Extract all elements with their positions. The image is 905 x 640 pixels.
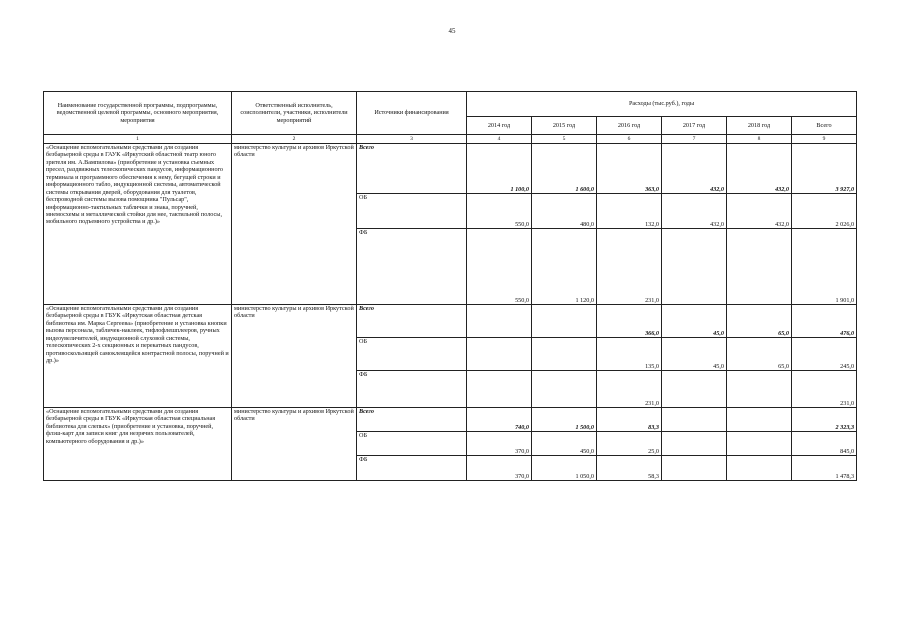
- amount-cell: 58,3: [597, 456, 662, 481]
- amount-cell: 370,0: [467, 432, 532, 456]
- header-source: Источники финансирования: [357, 92, 467, 135]
- activity-name: «Оснащение вспомогательными средствами для создания безбарьерной среды в ГБУК «Иркутская областная детская библиотека им. Марка Сергеева» (приобретение и установка кнопки вызова персонала, табличек-наклеек, тифлофлешплееров, ручных видеоувеличителей, индукционной слуховой системы, телескопических 2-х секционных и перекатных пандусов, противоскользящей самоклеящейся контрастной полосы, поручней и др.)»: [44, 305, 232, 408]
- amount-cell: [727, 371, 792, 408]
- column-number: 1: [44, 135, 232, 144]
- column-number: 2: [232, 135, 357, 144]
- column-number: 9: [792, 135, 857, 144]
- source-label: ФБ: [357, 229, 467, 305]
- header-total: Всего: [792, 117, 857, 135]
- activity-executor: министерство культуры и архивов Иркутской области: [232, 408, 357, 481]
- amount-cell: [662, 456, 727, 481]
- column-number: 8: [727, 135, 792, 144]
- amount-cell: [532, 371, 597, 408]
- amount-cell: 432,0: [727, 144, 792, 194]
- amount-cell: 1 050,0: [532, 456, 597, 481]
- amount-cell: 231,0: [597, 229, 662, 305]
- header-program: Наименование государственной программы, подпрограммы, ведомственной целевой программы, основного мероприятия, мероприятия: [44, 92, 232, 135]
- amount-cell: 245,0: [792, 338, 857, 371]
- amount-cell: 1 478,3: [792, 456, 857, 481]
- amount-cell: 740,0: [467, 408, 532, 432]
- amount-cell: 1 100,0: [467, 144, 532, 194]
- page-number: 45: [448, 27, 456, 35]
- amount-cell: [467, 371, 532, 408]
- amount-cell: 2 026,0: [792, 194, 857, 229]
- amount-cell: 2 323,3: [792, 408, 857, 432]
- amount-cell: 45,0: [662, 305, 727, 338]
- header-year: 2017 год: [662, 117, 727, 135]
- amount-cell: 231,0: [597, 371, 662, 408]
- amount-cell: 1 120,0: [532, 229, 597, 305]
- amount-cell: [662, 432, 727, 456]
- budget-table: [43, 91, 857, 481]
- column-number: 7: [662, 135, 727, 144]
- header-year: 2015 год: [532, 117, 597, 135]
- header-expenses: Расходы (тыс.руб.), годы: [467, 92, 857, 117]
- amount-cell: 476,0: [792, 305, 857, 338]
- amount-cell: [532, 305, 597, 338]
- amount-cell: 1 901,0: [792, 229, 857, 305]
- source-label: Всего: [357, 305, 467, 338]
- amount-cell: [727, 432, 792, 456]
- amount-cell: 550,0: [467, 229, 532, 305]
- amount-cell: 845,0: [792, 432, 857, 456]
- amount-cell: [662, 229, 727, 305]
- activity-name: «Оснащение вспомогательными средствами для создания безбарьерной среды в ГАУК «Иркутский областной театр юного зрителя им. А.Вампилова» (приобретение и установка съемных пресел, раздвижных телескопических пандусов, информационного терминала и программного обеспечения к нему, бегущей строки и информационного табло, индукционной системы, автоматической системы открывания дверей, оборудования для туалетов, беспроводной системы вызова помощника "Пульсар", информационно-тактильных таблички и знака, поручней, мнемосхемы и металлической стойки для нее, тактильной полосы, мобильного подъемного устройства и др.)»: [44, 144, 232, 305]
- amount-cell: 65,0: [727, 305, 792, 338]
- header-executor: Ответственный исполнитель, соисполнители, участники, исполнители мероприятий: [232, 92, 357, 135]
- source-label: Всего: [357, 144, 467, 194]
- amount-cell: 432,0: [662, 194, 727, 229]
- amount-cell: [467, 305, 532, 338]
- amount-cell: 370,0: [467, 456, 532, 481]
- activity-executor: министерство культуры и архивов Иркутской области: [232, 144, 357, 305]
- table-row: [44, 408, 857, 432]
- column-number: 3: [357, 135, 467, 144]
- source-label: ФБ: [357, 371, 467, 408]
- column-number: 6: [597, 135, 662, 144]
- activity-name: «Оснащение вспомогательными средствами для создания безбарьерной среды в ГБУК «Иркутская областная специальная библиотека для слепых» (приобретение и установка, поручней, флэш-карт для записи книг для незрячих пользователей, компьютерного оборудования и др.)»: [44, 408, 232, 481]
- table-row: [44, 305, 857, 338]
- amount-cell: 83,3: [597, 408, 662, 432]
- amount-cell: 363,0: [597, 144, 662, 194]
- amount-cell: [532, 338, 597, 371]
- header-year: 2014 год: [467, 117, 532, 135]
- amount-cell: 1 600,0: [532, 144, 597, 194]
- source-label: ОБ: [357, 338, 467, 371]
- amount-cell: 25,0: [597, 432, 662, 456]
- header-year: 2018 год: [727, 117, 792, 135]
- source-label: Всего: [357, 408, 467, 432]
- amount-cell: 1 500,0: [532, 408, 597, 432]
- amount-cell: [727, 408, 792, 432]
- amount-cell: 45,0: [662, 338, 727, 371]
- source-label: ОБ: [357, 432, 467, 456]
- amount-cell: 65,0: [727, 338, 792, 371]
- amount-cell: 132,0: [597, 194, 662, 229]
- amount-cell: 366,0: [597, 305, 662, 338]
- table-row: [44, 144, 857, 194]
- amount-cell: 550,0: [467, 194, 532, 229]
- amount-cell: 3 927,0: [792, 144, 857, 194]
- amount-cell: [662, 371, 727, 408]
- amount-cell: [467, 338, 532, 371]
- amount-cell: 135,0: [597, 338, 662, 371]
- amount-cell: [662, 408, 727, 432]
- amount-cell: [727, 456, 792, 481]
- source-label: ОБ: [357, 194, 467, 229]
- activity-executor: министерство культуры и архивов Иркутской области: [232, 305, 357, 408]
- amount-cell: 480,0: [532, 194, 597, 229]
- header-year: 2016 год: [597, 117, 662, 135]
- source-label: ФБ: [357, 456, 467, 481]
- column-number: 4: [467, 135, 532, 144]
- amount-cell: 432,0: [662, 144, 727, 194]
- amount-cell: [727, 229, 792, 305]
- column-number: 5: [532, 135, 597, 144]
- amount-cell: 450,0: [532, 432, 597, 456]
- amount-cell: 432,0: [727, 194, 792, 229]
- amount-cell: 231,0: [792, 371, 857, 408]
